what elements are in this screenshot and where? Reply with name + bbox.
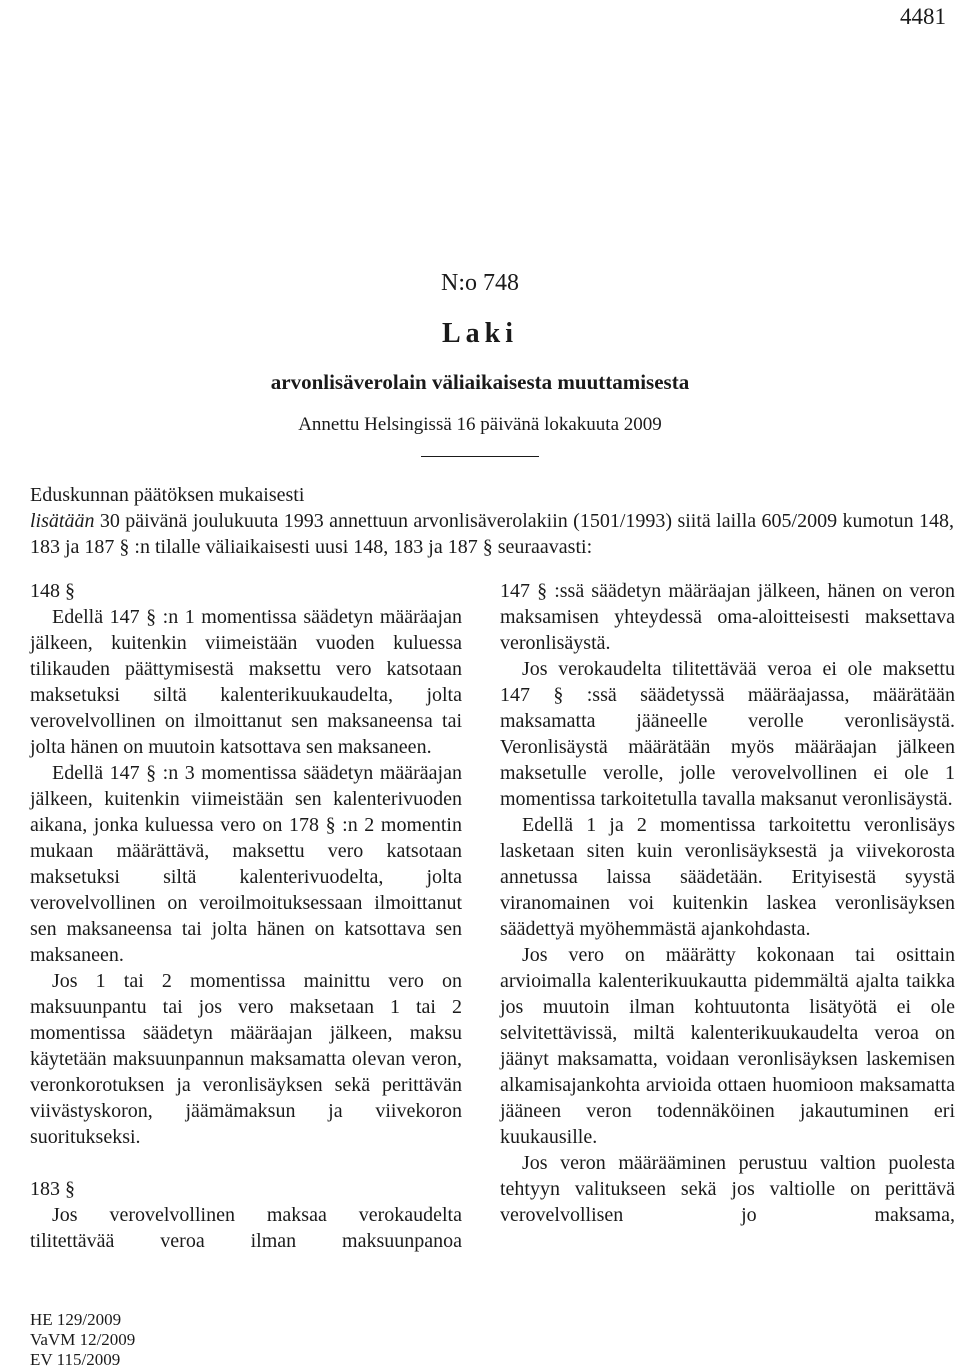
paragraph: Jos 1 tai 2 momentissa mainittu vero on maksuunpantu tai jos vero maksetaan 1 tai 2 momentissa säädetyn määräajan jälkeen, maksu käytetään maksuunpannun maksamatta olevan veron, veronkorotuksen ja veronlisäyksen sekä perittävän viivästyskoron, jäämämaksun ja viivekoron suoritukseksi. bbox=[30, 970, 462, 1148]
section-heading-183: 183 § bbox=[30, 1178, 75, 1200]
paragraph: Jos vero on määrätty kokonaan tai osittain arvioimalla kalenterikuukautta pidemmältä ajalta taikka jos muutoin ilman kohtuutonta lisätyötä ei ole selvitettävissä, miltä kalenterikuukaudelta veroa on jäänyt maksamatta, voidaan veronlisäyksen laskemisen alkamisajankohta arvioida ottaen huomioon maksamatta jääneen veron todennäköinen jakautuminen eri kuukausille. bbox=[500, 944, 955, 1148]
paragraph: Jos verokaudelta tilitettävää veroa ei ole maksettu 147 § :ssä säädetyssä määräajassa, määrätään maksamatta jääneelle verolle veronlisäystä. Veronlisäystä määrätään myös määräajan jälkeen maksetulle verolle, jolle verovelvollinen ei ole 1 momentissa tarkoitetulla tavalla maksanut veronlisäystä. bbox=[500, 658, 955, 810]
paragraph: Jos veron määrääminen perustuu valtion puolesta tehtyyn valitukseen sekä jos valtiolle on perittävä verovelvollisen jo maksama, bbox=[500, 1152, 955, 1226]
statute-number: N:o 748 bbox=[441, 270, 519, 296]
preamble-text: 30 päivänä joulukuuta 1993 annettuun arvonlisäverolakiin (1501/1993) siitä lailla 605/2009 kumotun 148, 183 ja 187 § :n tilalle väliaikaisesti uusi 148, 183 ja 187 § seuraavasti: bbox=[30, 510, 954, 558]
paragraph: 147 § :ssä säädetyn määräajan jälkeen, hänen on veron maksamisen yhteydessä oma-aloitteisesti maksettava veronlisäystä. bbox=[500, 580, 955, 654]
paragraph: Edellä 147 § :n 1 momentissa säädetyn määräajan jälkeen, kuitenkin viimeistään vuoden kuluessa tilikauden päättymisestä maksettu vero katsotaan maksetuksi siltä kalenterikuukaudelta, jolta verovelvollinen on ilmoittanut sen maksaneensa tai jolta hänen on muutoin katsottava sen maksaneen. bbox=[30, 606, 462, 758]
left-column bbox=[30, 578, 462, 1254]
document-type: Laki bbox=[441, 318, 519, 349]
page-number: 4481 bbox=[900, 4, 946, 29]
legislative-references bbox=[30, 1310, 135, 1370]
preamble-verb: lisätään bbox=[30, 510, 95, 532]
preamble bbox=[30, 482, 954, 560]
issued-line: Annettu Helsingissä 16 päivänä lokakuuta 2009 bbox=[298, 414, 662, 435]
reference-item: EV 115/2009 bbox=[30, 1350, 121, 1369]
preamble-amendment bbox=[30, 508, 954, 560]
paragraph: Edellä 147 § :n 3 momentissa säädetyn määräajan jälkeen, kuitenkin viimeistään sen kalenterivuoden aikana, jonka kuluessa vero on 178 § :n 2 momentin mukaan määrättävä, maksettu vero katsotaan maksetuksi siltä kalenterivuodelta, jolta verovelvollinen on veroilmoituksessaan ilmoittanut sen maksaneensa tai jolta hänen on katsottava sen maksaneen. bbox=[30, 762, 462, 966]
paragraph: Edellä 1 ja 2 momentissa tarkoitettu veronlisäys lasketaan siten kuin veronlisäyksestä ja viivekorosta annetussa laissa säädetään. Erityisestä syystä viranomainen voi kuitenkin laskea veronlisäyksen säädettyä myöhemmästä ajankohdasta. bbox=[500, 814, 955, 940]
section-heading-148: 148 § bbox=[30, 580, 75, 602]
reference-item: HE 129/2009 bbox=[30, 1310, 122, 1329]
title-divider bbox=[421, 456, 539, 457]
reference-item: VaVM 12/2009 bbox=[30, 1330, 136, 1349]
right-column bbox=[500, 578, 955, 1228]
document-title: arvonlisäverolain väliaikaisesta muuttamisesta bbox=[270, 370, 690, 394]
preamble-line: Eduskunnan päätöksen mukaisesti bbox=[30, 484, 305, 506]
paragraph: Jos verovelvollinen maksaa verokaudelta tilitettävää veroa ilman maksuunpanoa bbox=[30, 1204, 462, 1252]
